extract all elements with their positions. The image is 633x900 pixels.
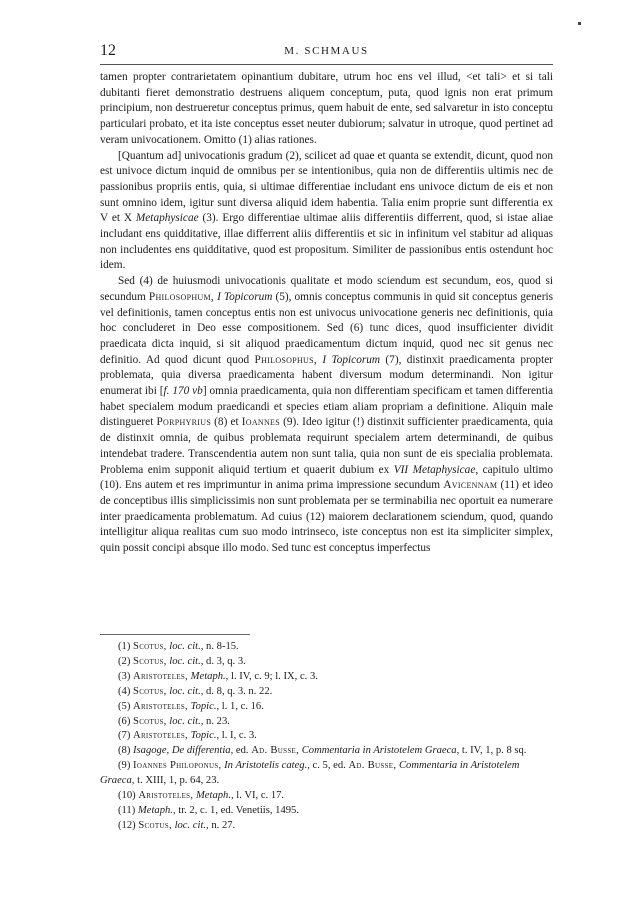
note-number: (5) [118,700,131,712]
note-number: (6) [118,715,131,727]
author-name: Philosophum, [148,290,215,303]
author-name: Ioannes Philoponus, [133,760,222,772]
text-run: Sed (4) de huiusmodi univocationis qualitate et modo sciendum est secundum, eos, quod si secundum [100,275,553,303]
work-title: Metaph., [195,790,234,802]
work-title: Metaph., [190,670,229,682]
text-run: [Quantum ad] univocationis gradum (2), scilicet ad quae et quanta se extendit, dicunt, quod non est univoce dictum inquid de omnibus per se intentionibus, quia non de differentiis ultimis nec de passionibus propriis entis, quia, si ultimae differentiae includant ens univoce dictum de eis et non sunt omnino idem, igitur sunt diversa aliquid idem habentia. Talia enim proprie sunt differentia ex V et X [100,149,553,225]
footnote-6 [100,715,553,730]
text-run: Metaphysicae [135,212,199,225]
paragraph-1: tamen propter contrarietatem opinantium dubitare, utrum hoc ens vel illud, <et tali> et si tali dubitanti fieret demonstratio destruens aliquem conceptum, puta, quod ignis non erat primum principium, non destrueretur conceptus primus, quem habuit de ente, sed salvaretur in isto conceptu particulari probato, et ita iste conceptus esset neuter dubiorum; salvatur in utroque, quod pertinet ad veram univocationem. Omitto (1) alias rationes. [100,71,553,146]
footnote-5 [100,700,553,715]
work-title: VII Metaphysicae, [393,463,479,476]
author-name: Scotus, [133,715,167,727]
text-run: (5), omnis conceptus communis in quid sit conceptus generis vel definitionis, tamen conceptus entis non est univocus univocatione generis nec definitionis, quia hoc concluderet in Deo esse compositionem. Sed (6) tunc dices, quod insufficienter dividit praedicata dicta inquid, si sit aliquod praedicamentum dictum inquid, quod nec sit genus nec definitio. Ad quod dicunt quod [100,290,553,366]
main-text [100,70,553,557]
author-name: Aristoteles, [133,700,189,712]
footnote-8 [100,744,553,759]
text-run: (11) et ideo de conceptibus illis simplicissimis non sunt problemata per se terminabilia nec oportuit ea numerare inter praedicamenta problematum. Ad cuius (12) maiorem declarationem sciendum, quod, quando intelligitur aliqua realitas cum suo modo intrinseco, iste conceptus non est ita simpliciter simplex, quin possit concipi absque illo modo. Sed tunc est conceptus imperfectus [100,479,553,555]
text-run: ] omnia praedicamenta, quia non differentiam specificam et tamen differentia habet specialem modum praedicandi et species etiam aliam propriam a definitione. Aliquin male distingueret [100,385,553,429]
work-title: loc. cit., [174,819,209,831]
editor-name: Ad. Busse, [251,745,300,757]
work-title: Isagoge, De differentia, [133,745,234,757]
note-number: (11) [118,804,136,816]
note-text: t. XIII, 1, p. 64, 23. [137,775,220,787]
text-run: (8) et [214,416,239,429]
note-number: (3) [118,670,131,682]
footnote-10 [100,789,553,804]
footnote-12 [100,819,553,834]
note-text: l. 1, c. 16. [221,700,264,712]
work-title: Topic., [190,700,220,712]
work-title: I Topicorum [322,353,381,366]
page-header [100,42,553,62]
author-name: Scotus, [133,641,167,652]
footnote-1 [100,640,553,655]
note-text: l. I, c. 3. [221,730,257,742]
author-name: Philosophus, [254,353,318,366]
author-name: Aristoteles, [133,670,189,682]
note-text: l. IV, c. 9; l. IX, c. 3. [231,670,318,682]
editor-name: Ad. Busse, [348,760,397,772]
footnote-3 [100,670,553,685]
author-name: Porphyrius [156,416,212,429]
work-title: loc. cit., [169,641,204,652]
footnote-11 [100,804,553,819]
note-number: (2) [118,655,131,667]
work-title: loc. cit., [169,715,204,727]
note-number: (4) [118,685,131,697]
note-text: t. IV, 1, p. 8 sq. [461,745,527,757]
note-text: n. 8-15. [206,641,239,652]
note-text: c. 5, ed. [312,760,346,772]
author-name: Aristoteles, [138,790,194,802]
series-title: Commentaria in Aristotelem Graeca, [100,760,520,787]
author-name: Scotus, [133,685,167,697]
running-title: M. SCHMAUS [284,45,369,57]
paragraph-3 [100,274,553,557]
note-number: (7) [118,730,131,742]
note-number: (9) [118,760,131,772]
note-text: tr. 2, c. 1, ed. Venetiis, 1495. [178,804,299,816]
work-title: Topic., [190,730,220,742]
note-number: (8) [118,745,131,757]
note-number: (12) [118,819,136,831]
paragraph-2 [100,149,553,275]
text-run: (7), distinxit praedicamenta propter problemata, quia diversa praedicamenta habent diversum modum determinandi. Non igitur enumerat ibi [ [100,353,553,398]
note-number: (1) [118,641,131,652]
folio-ref: f. 170 vb [163,385,203,398]
footnote-rule [100,634,250,635]
text-run: (3). Ergo differentiae ultimae aliis differentiis differrent, quod, si istae aliae includant ens quidditative, illae differrent aliis differentiis et sic in infinitum vel stabitur ad aliquas non includentes ens quidditative, quod est propositum. Similiter de passionibus entis ostendunt hoc idem. [100,212,554,272]
work-title: I Topicorum [217,290,273,303]
text-run: (9). Ideo igitur (!) distinxit sufficienter praedicamenta, quia de distinxit omnia, de quibus problemata requirunt specialem artem determinandi, de quibus intendebat tradere. Transcendentia autem non sunt talia, quia non sunt de eis specialia problemata. Problema enim supponit aliquid tertium et quaerit dubium ex [100,416,553,476]
note-number: (10) [118,790,136,802]
work-title: In Aristotelis categ., [224,760,310,772]
note-text: ed. [235,745,249,757]
note-text: d. 8, q. 3. n. 22. [206,685,273,697]
author-name: Scotus, [138,819,172,831]
footnotes [100,640,553,834]
author-name: Aristoteles, [133,730,189,742]
margin-mark [578,22,581,25]
text-run: capitulo ultimo (10). Ens autem et res imprimuntur in anima prima impressione secundum [100,463,553,492]
note-text: d. 3, q. 3. [206,655,246,667]
footnote-4 [100,685,553,700]
footnote-7 [100,729,553,744]
note-text: l. VI, c. 17. [236,790,285,802]
header-rule [100,64,553,65]
footnote-9 [100,759,553,789]
work-title: loc. cit., [169,655,204,667]
author-name: Avicennam [443,479,498,492]
page-number: 12 [100,42,116,59]
author-name: Scotus, [133,655,167,667]
author-name: Ioannes [241,416,280,429]
note-text: n. 27. [211,819,236,831]
series-title: Commentaria in Aristotelem Graeca, [301,745,460,757]
work-title: loc. cit., [169,685,204,697]
footnote-2 [100,655,553,670]
note-text: n. 23. [206,715,230,727]
work-title: Metaph., [137,804,176,816]
